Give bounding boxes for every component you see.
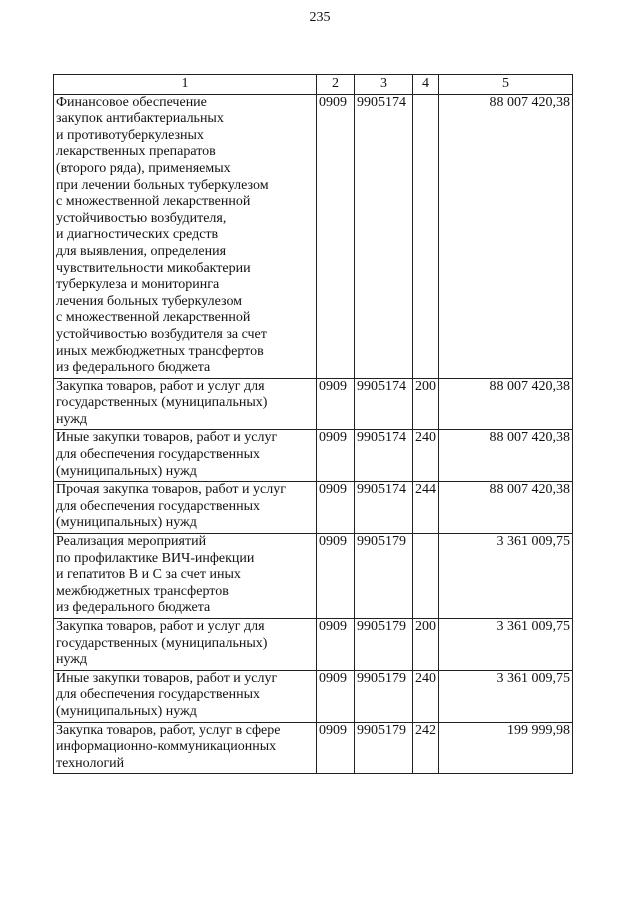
row-section: 0909 [317,482,355,534]
row-name: Закупка товаров, работ и услуг для государственных (муниципальных) нужд [54,619,317,671]
row-name: Финансовое обеспечение закупок антибактериальных и противотуберкулезных лекарственных препаратов (второго ряда), применяемых при лечении больных туберкулезом с множественной лекарственной устойчивостью возбудителя, и диагностических средств для выявления, определения чувствительности микобактерии туберкулеза и мониторинга лечения больных туберкулезом с множественной лекарственной устойчивостью возбудителя за счет иных межбюджетных трансфертов из федерального бюджета [54,94,317,378]
row-amount: 88 007 420,38 [439,94,573,378]
row-section: 0909 [317,94,355,378]
row-amount: 88 007 420,38 [439,482,573,534]
row-article: 9905179 [355,534,413,619]
row-name: Иные закупки товаров, работ и услуг для обеспечения государственных (муниципальных) нужд [54,670,317,722]
row-expense-type: 240 [413,430,439,482]
row-amount: 88 007 420,38 [439,430,573,482]
header-col-3: 3 [355,75,413,95]
row-amount: 199 999,98 [439,722,573,774]
table-header-row [54,75,573,95]
row-expense-type: 244 [413,482,439,534]
row-section: 0909 [317,378,355,430]
row-amount: 3 361 009,75 [439,670,573,722]
table-row [54,534,573,619]
budget-table [53,74,573,774]
row-amount: 88 007 420,38 [439,378,573,430]
row-amount: 3 361 009,75 [439,619,573,671]
row-section: 0909 [317,430,355,482]
table-row [54,430,573,482]
row-expense-type: 240 [413,670,439,722]
row-section: 0909 [317,619,355,671]
row-expense-type [413,534,439,619]
row-article: 9905174 [355,482,413,534]
row-article: 9905179 [355,722,413,774]
header-col-1: 1 [54,75,317,95]
row-name: Иные закупки товаров, работ и услуг для обеспечения государственных (муниципальных) нужд [54,430,317,482]
table-row [54,670,573,722]
header-col-4: 4 [413,75,439,95]
row-article: 9905174 [355,94,413,378]
row-expense-type [413,94,439,378]
row-article: 9905174 [355,430,413,482]
row-section: 0909 [317,722,355,774]
row-section: 0909 [317,534,355,619]
table-row [54,722,573,774]
row-article: 9905179 [355,670,413,722]
row-expense-type: 242 [413,722,439,774]
table-row [54,378,573,430]
row-article: 9905179 [355,619,413,671]
table-row [54,619,573,671]
row-name: Реализация мероприятий по профилактике ВИЧ-инфекции и гепатитов В и С за счет иных межбюджетных трансфертов из федерального бюджета [54,534,317,619]
row-name: Закупка товаров, работ и услуг для государственных (муниципальных) нужд [54,378,317,430]
row-article: 9905174 [355,378,413,430]
row-expense-type: 200 [413,619,439,671]
table-row [54,482,573,534]
header-col-5: 5 [439,75,573,95]
table-row [54,94,573,378]
row-expense-type: 200 [413,378,439,430]
row-name: Закупка товаров, работ, услуг в сфере информационно-коммуникационных технологий [54,722,317,774]
row-amount: 3 361 009,75 [439,534,573,619]
row-section: 0909 [317,670,355,722]
row-name: Прочая закупка товаров, работ и услуг для обеспечения государственных (муниципальных) нужд [54,482,317,534]
header-col-2: 2 [317,75,355,95]
page-number: 235 [309,10,331,25]
